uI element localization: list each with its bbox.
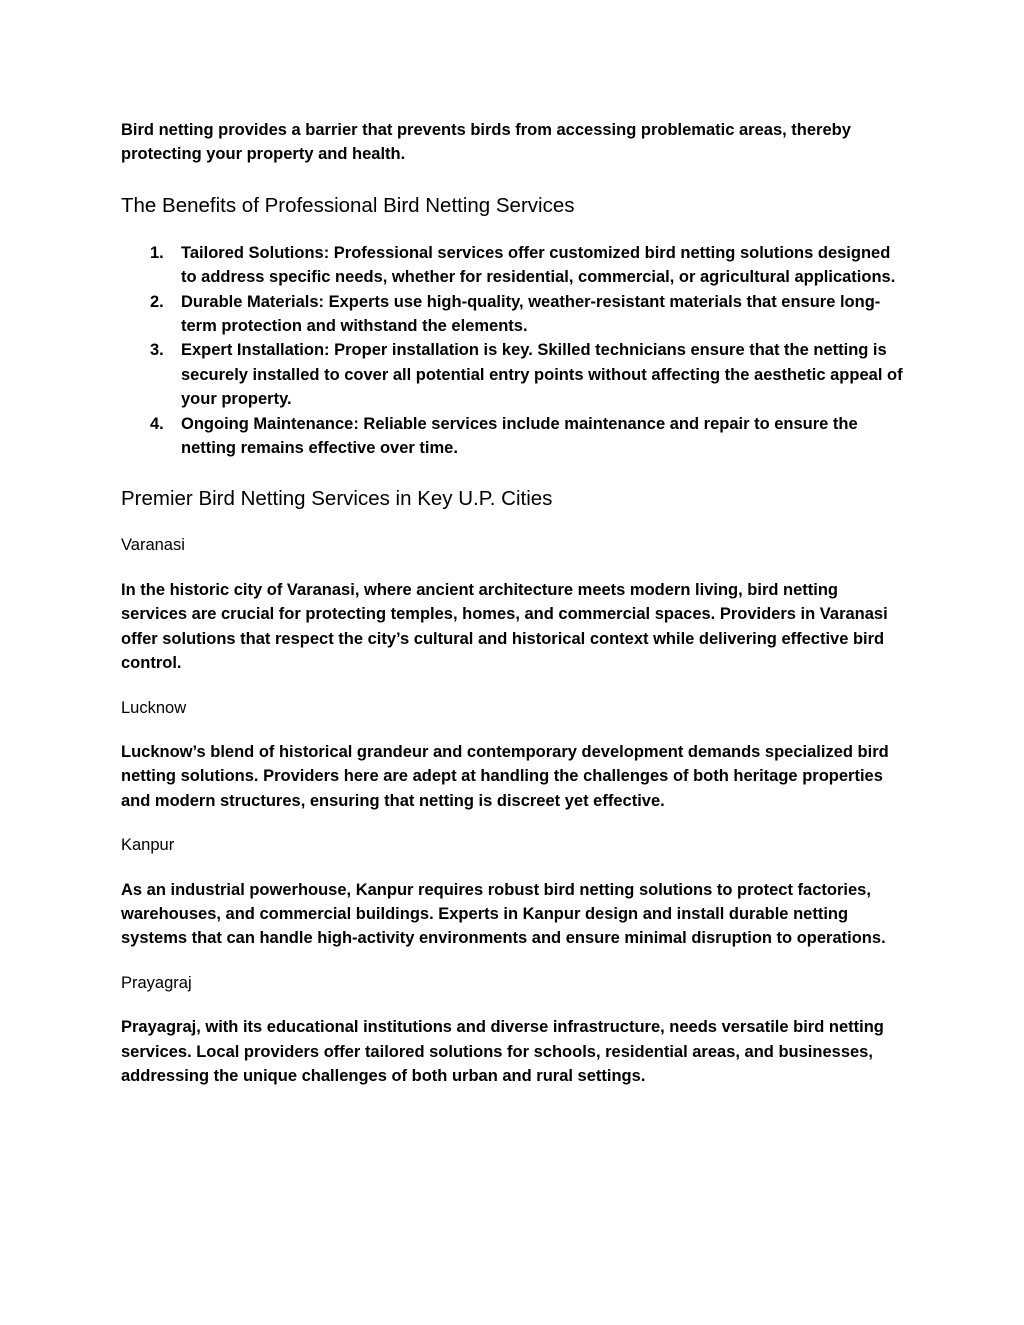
list-item	[121, 241, 907, 290]
city-paragraph-varanasi: In the historic city of Varanasi, where ancient architecture meets modern living, bird netting services are crucial for protecting temples, homes, and commercial spaces. Providers in Varanasi offer solutions that respect the city’s cultural and historical context while delivering effective bird control.	[121, 580, 888, 673]
city-heading-kanpur: Kanpur	[121, 836, 175, 855]
list-item	[121, 412, 907, 461]
list-item-text: Expert Installation: Proper installation is key. Skilled technicians ensure that the netting is securely installed to cover all potential entry points without affecting the aesthetic appeal of your property.	[181, 341, 903, 409]
cities-heading: Premier Bird Netting Services in Key U.P. Cities	[121, 487, 553, 511]
city-heading-varanasi: Varanasi	[121, 536, 185, 555]
benefits-list	[121, 241, 907, 461]
city-heading-prayagraj: Prayagraj	[121, 973, 192, 992]
benefits-heading: The Benefits of Professional Bird Netting Services	[121, 193, 575, 217]
list-item	[121, 290, 907, 339]
list-item-text: Tailored Solutions: Professional services offer customized bird netting solutions designed to address specific needs, whether for residential, commercial, or agricultural applications.	[181, 243, 896, 287]
list-item-number: 2.	[150, 292, 164, 311]
city-paragraph-prayagraj: Prayagraj, with its educational institutions and diverse infrastructure, needs versatile bird netting services. Local providers offer tailored solutions for schools, residential areas, and businesses, addressing the unique challenges of both urban and rural settings.	[121, 1018, 884, 1085]
list-item-text: Ongoing Maintenance: Reliable services include maintenance and repair to ensure the netting remains effective over time.	[181, 414, 858, 458]
city-heading-lucknow: Lucknow	[121, 698, 187, 717]
city-paragraph-kanpur: As an industrial powerhouse, Kanpur requires robust bird netting solutions to protect factories, warehouses, and commercial buildings. Experts in Kanpur design and install durable netting systems that can handle high-activity environments and ensure minimal disruption to operations.	[121, 880, 886, 948]
list-item	[121, 338, 907, 411]
list-item-text: Durable Materials: Experts use high-quality, weather-resistant materials that ensure long-term protection and withstand the elements.	[181, 292, 881, 336]
document-page	[121, 118, 907, 1088]
list-item-number: 1.	[150, 243, 164, 262]
city-paragraph-lucknow: Lucknow’s blend of historical grandeur and contemporary development demands specialized bird netting solutions. Providers here are adept at handling the challenges of both heritage properties and modern structures, ensuring that netting is discreet yet effective.	[121, 742, 889, 810]
intro-paragraph: Bird netting provides a barrier that prevents birds from accessing problematic areas, thereby protecting your property and health.	[121, 121, 851, 164]
list-item-number: 4.	[150, 414, 164, 433]
list-item-number: 3.	[150, 341, 164, 360]
